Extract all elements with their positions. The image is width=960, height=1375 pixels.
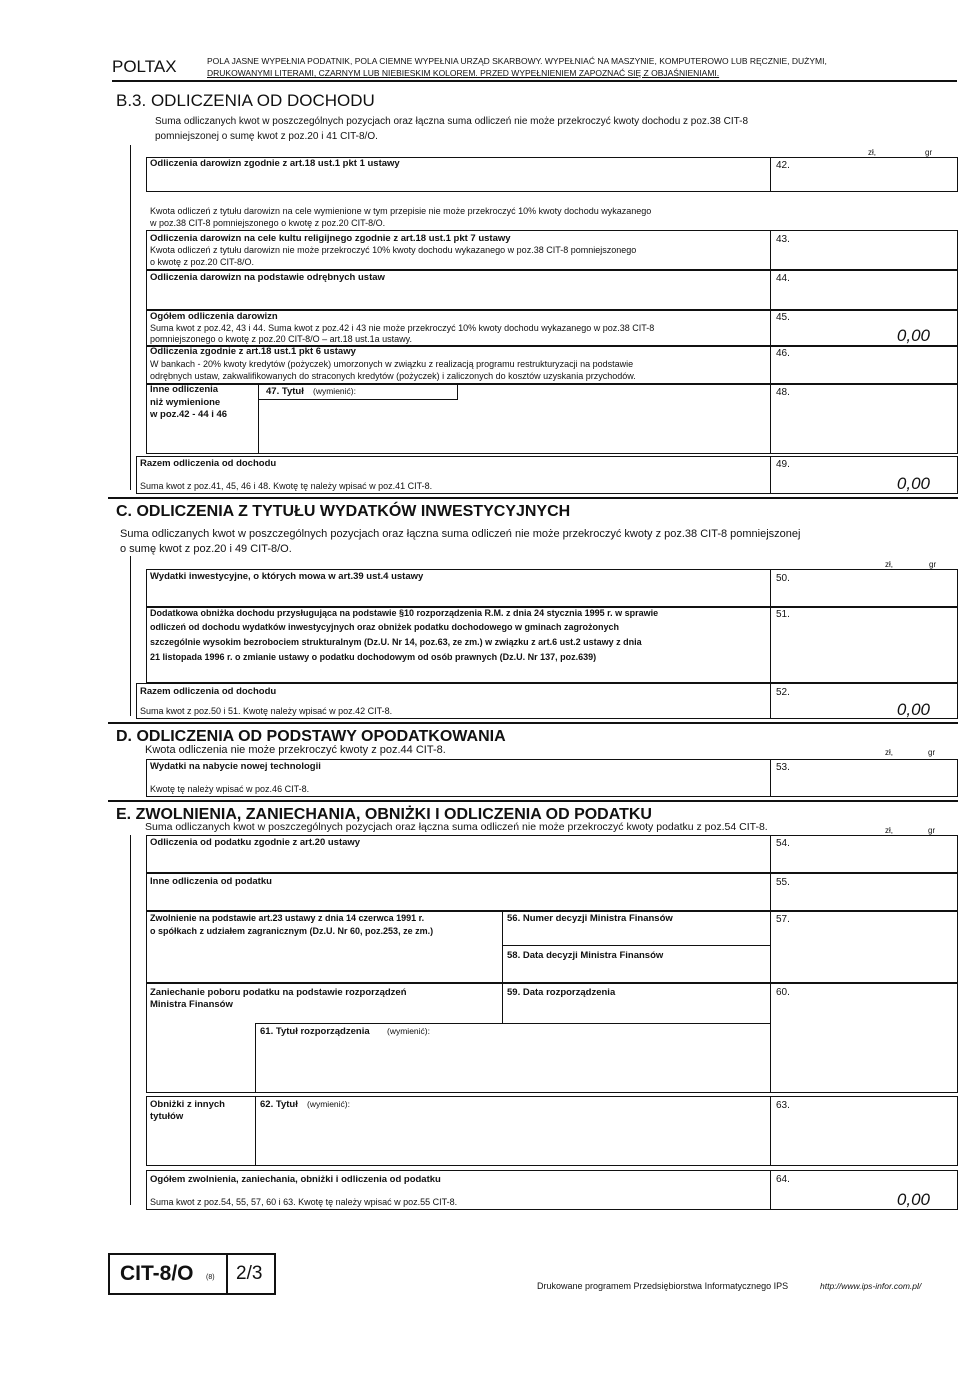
note-43-b: o kwotę z poz.20 CIT-8/O. — [150, 257, 255, 267]
field-63-line-1: Obniżki z innych — [150, 1099, 225, 1110]
section-b3-title: B.3. ODLICZENIA OD DOCHODU — [116, 91, 375, 110]
field-55-label: Inne odliczenia od podatku — [150, 876, 272, 887]
field-49-number: 49. — [776, 459, 790, 470]
field-45-value: 0,00 — [896, 326, 930, 345]
header-note-2: DRUKOWANYMI LITERAMI, CZARNYM LUB NIEBIESKIM KOLOREM. PRZED WYPEŁNIENIEM ZAPOZNAĆ SIĘ Z OBJAŚNIENIAMI. — [207, 68, 720, 78]
section-e-title: E. ZWOLNIENIA, ZANIECHANIA, OBNIŻKI I ODLICZENIA OD PODATKU — [116, 806, 652, 823]
field-53-number: 53. — [776, 762, 790, 773]
field-57-line-1: Zwolnienie na podstawie art.23 ustawy z dnia 14 czerwca 1991 r. — [150, 913, 425, 923]
field-62-label[interactable]: 62. Tytuł — [260, 1099, 298, 1110]
field-49-value: 0,00 — [896, 474, 930, 493]
unit-zl: zł, — [885, 560, 893, 569]
header-note-1: POLA JASNE WYPEŁNIA PODATNIK, POLA CIEMNE WYPEŁNIA URZĄD SKARBOWY. WYPEŁNIAĆ NA MASZYNIE, KOMPUTEROWO LUB RĘCZNIE, DUŻYMI, — [207, 56, 827, 66]
section-e-desc: Suma odliczanych kwot w poszczególnych pozycjach oraz łączna suma odliczeń nie może przekroczyć kwoty podatku z poz.54 CIT-8. — [145, 821, 768, 833]
note-43-a: Kwota odliczeń z tytułu darowizn nie może przekroczyć 10% kwoty dochodu wykazanego w poz.38 CIT-8 pomniejszonego — [150, 245, 637, 255]
form-version: (8) — [206, 1274, 215, 1281]
field-53-note: Kwotę tę należy wpisać w poz.46 CIT-8. — [150, 784, 310, 794]
field-51-line-1: Dodatkowa obniżka dochodu przysługująca na podstawie §10 rozporządzenia R.M. z dnia 24 stycznia 1995 r. w sprawie — [150, 608, 659, 618]
note-42-a: Kwota odliczeń z tytułu darowizn na cele wymienione w tym przepisie nie może przekroczyć 10% kwoty dochodu wykazanego — [150, 206, 652, 216]
field-44-label: Odliczenia darowizn na podstawie odrębnych ustaw — [150, 272, 385, 283]
field-51-line-2: odliczeń od dochodu wydatków inwestycyjnych oraz obniżek podatku dochodowego w gminach zagrożonych — [150, 622, 620, 632]
field-64-note: Suma kwot z poz.54, 55, 57, 60 i 63. Kwotę tę należy wpisać w poz.55 CIT-8. — [150, 1197, 458, 1207]
field-64-number: 64. — [776, 1174, 790, 1185]
section-c-desc-1: Suma odliczanych kwot w poszczególnych pozycjach oraz łączna suma odliczeń nie może przekroczyć kwoty z poz.38 CIT-8 pomniejszonej — [120, 528, 801, 540]
field-48-number: 48. — [776, 387, 790, 398]
field-63-line-2: tytułów — [150, 1111, 184, 1122]
field-60[interactable] — [146, 983, 958, 1093]
section-c-desc-2: o sumę kwot z poz.20 i 49 CIT-8/O. — [120, 543, 292, 555]
note-46-b: odrębnych ustaw, zakwalifikowanych do straconych kredytów (pożyczek) i zaliczonych do kosztów uzyskania przychodów. — [150, 371, 636, 381]
field-46-label: Odliczenia zgodnie z art.18 ust.1 pkt 6 ustawy — [150, 346, 356, 357]
note-45-a: Suma kwot z poz.42, 43 i 44. Suma kwot z poz.42 i 43 nie może przekroczyć 10% kwoty dochodu wykazanego w poz.38 CIT-8 — [150, 323, 655, 333]
unit-zl: zł, — [868, 148, 876, 157]
field-46-number: 46. — [776, 348, 790, 359]
field-42-label: Odliczenia darowizn zgodnie z art.18 ust.1 pkt 1 ustawy — [150, 158, 400, 169]
field-51-number: 51. — [776, 609, 790, 620]
field-57-line-2: o spółkach z udziałem zagranicznym (Dz.U. Nr 60, poz.253, ze zm.) — [150, 926, 434, 936]
field-61-hint: (wymienić): — [387, 1026, 430, 1036]
field-43-label: Odliczenia darowizn na cele kultu religijnego zgodnie z art.18 ust.1 pkt 7 ustawy — [150, 233, 511, 244]
section-b3-desc-1: Suma odliczanych kwot w poszczególnych pozycjach oraz łączna suma odliczeń nie może przekroczyć kwoty dochodu z poz.38 CIT-8 — [155, 116, 749, 127]
field-50-number: 50. — [776, 573, 790, 584]
field-45-label: Ogółem odliczenia darowizn — [150, 311, 278, 322]
field-59-label[interactable]: 59. Data rozporządzenia — [507, 987, 616, 998]
field-45-number: 45. — [776, 312, 790, 323]
field-55-number: 55. — [776, 877, 790, 888]
section-d-desc: Kwota odliczenia nie może przekroczyć kwoty z poz.44 CIT-8. — [145, 744, 446, 756]
other-deductions-1: Inne odliczenia — [150, 384, 219, 395]
note-42-b: w poz.38 CIT-8 pomniejszonego o kwotę z poz.20 CIT-8/O. — [150, 218, 386, 228]
field-64-value: 0,00 — [896, 1190, 930, 1209]
field-52-note: Suma kwot z poz.50 i 51. Kwotę należy wpisać w poz.42 CIT-8. — [140, 706, 393, 716]
field-54-label: Odliczenia od podatku zgodnie z art.20 ustawy — [150, 837, 361, 848]
unit-gr: gr — [925, 148, 933, 157]
footer-url[interactable]: http://www.ips-infor.com.pl/ — [820, 1281, 922, 1291]
section-c-title: C. ODLICZENIA Z TYTUŁU WYDATKÓW INWESTYCYJNYCH — [116, 503, 571, 520]
poltax-logo: POLTAX — [112, 57, 177, 76]
form-code: CIT-8/O — [120, 1262, 194, 1285]
note-45-b: pomniejszonego o kwotę z poz.20 CIT-8/O – art.18 ust.1a ustawy. — [150, 334, 412, 344]
unit-gr: gr — [928, 748, 936, 757]
field-57-number: 57. — [776, 914, 790, 925]
other-deductions-3: w poz.42 - 44 i 46 — [150, 409, 228, 420]
field-47-hint: (wymienić): — [313, 386, 356, 396]
field-62-hint: (wymienić): — [307, 1099, 350, 1109]
unit-zl: zł, — [885, 748, 893, 757]
field-60-line-1: Zaniechanie poboru podatku na podstawie rozporządzeń — [150, 987, 407, 998]
page-number: 2/3 — [236, 1263, 263, 1284]
field-60-number: 60. — [776, 987, 790, 998]
field-49-label: Razem odliczenia od dochodu — [140, 458, 277, 469]
printed-by: Drukowane programem Przedsiębiorstwa Informatycznego IPS — [537, 1281, 789, 1291]
section-b3-desc-2: pomniejszonej o sumę kwot z poz.20 i 41 CIT-8/O. — [155, 131, 378, 142]
field-51-line-3: szczególnie wysokim bezrobociem strukturalnym (Dz.U. Nr 14, poz.63, ze zm.) w związku z art.6 ust.2 ustawy z dnia — [150, 637, 642, 647]
field-42-number: 42. — [776, 160, 790, 171]
field-58-label[interactable]: 58. Data decyzji Ministra Finansów — [507, 950, 664, 961]
field-53-label: Wydatki na nabycie nowej technologii — [150, 761, 321, 772]
field-54-number: 54. — [776, 838, 790, 849]
field-44-number: 44. — [776, 273, 790, 284]
unit-zl: zł, — [885, 826, 893, 835]
field-61-label[interactable]: 61. Tytuł rozporządzenia — [260, 1026, 370, 1037]
field-50-label: Wydatki inwestycyjne, o których mowa w art.39 ust.4 ustawy — [150, 571, 424, 582]
unit-gr: gr — [928, 826, 936, 835]
field-63-number: 63. — [776, 1100, 790, 1111]
field-60-line-2: Ministra Finansów — [150, 999, 233, 1010]
field-52-number: 52. — [776, 687, 790, 698]
note-46-a: W bankach - 20% kwoty kredytów (pożyczek) umorzonych w związku z realizacją programu restrukturyzacji na podstawie — [150, 359, 634, 369]
field-56-label[interactable]: 56. Numer decyzji Ministra Finansów — [507, 913, 673, 924]
field-64-label: Ogółem zwolnienia, zaniechania, obniżki i odliczenia od podatku — [150, 1174, 441, 1185]
field-47-label: 47. Tytuł — [266, 386, 304, 397]
field-52-label: Razem odliczenia od dochodu — [140, 686, 277, 697]
field-52-value: 0,00 — [896, 700, 930, 719]
other-deductions-2: niż wymienione — [150, 397, 221, 408]
field-43-number: 43. — [776, 234, 790, 245]
unit-gr: gr — [929, 560, 937, 569]
section-d-title: D. ODLICZENIA OD PODSTAWY OPODATKOWANIA — [116, 728, 506, 745]
field-49-note: Suma kwot z poz.41, 45, 46 i 48. Kwotę tę należy wpisać w poz.41 CIT-8. — [140, 481, 433, 491]
field-51-line-4: 21 listopada 1996 r. o zmianie ustawy o podatku dochodowym od osób prawnych (Dz.U. Nr 137, poz.639) — [150, 652, 597, 662]
